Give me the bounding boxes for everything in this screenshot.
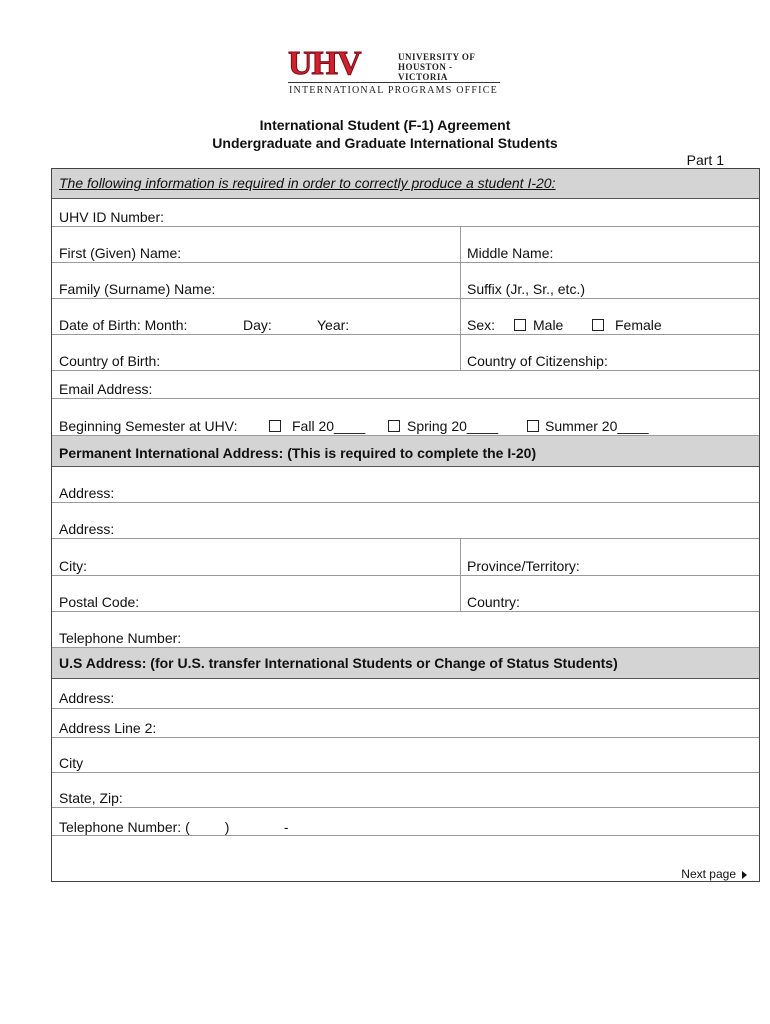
logo-university-line1: UNIVERSITY OF	[398, 52, 476, 62]
perm-country-label: Country:	[467, 594, 520, 610]
next-page-link[interactable]	[681, 867, 747, 881]
male-checkbox[interactable]	[514, 319, 526, 331]
female-label: Female	[615, 317, 662, 333]
logo-rule	[288, 82, 500, 83]
us-city-label: City	[59, 755, 84, 771]
us-city-row[interactable]	[52, 738, 759, 773]
perm-address1-row[interactable]	[52, 467, 759, 503]
perm-address2-label: Address:	[59, 521, 115, 537]
name-row	[52, 227, 759, 263]
logo-university-line2: HOUSTON - VICTORIA	[398, 62, 453, 82]
us-telephone-label: Telephone Number: ( ) -	[59, 819, 289, 835]
dob-year-label: Year:	[317, 317, 350, 333]
first-name-label: First (Given) Name:	[59, 245, 182, 261]
beginning-semester-label: Beginning Semester at UHV:	[59, 418, 238, 434]
intro-row	[52, 169, 759, 199]
country-citizenship-label: Country of Citizenship:	[467, 353, 608, 369]
perm-postal-row	[52, 576, 759, 612]
uhv-id-row[interactable]	[52, 199, 759, 227]
perm-telephone-label: Telephone Number:	[59, 630, 182, 646]
us-state-zip-label: State, Zip:	[59, 790, 123, 806]
middle-name-label: Middle Name:	[467, 245, 554, 261]
permanent-address-heading: Permanent International Address: (This is required to complete the I-20)	[59, 445, 537, 461]
us-address-label: Address:	[59, 690, 115, 706]
column-divider-top	[460, 227, 461, 371]
fall-checkbox[interactable]	[269, 420, 281, 432]
uhv-id-label: UHV ID Number:	[59, 209, 165, 225]
perm-province-label: Province/Territory:	[467, 558, 580, 574]
email-row[interactable]	[52, 371, 759, 399]
family-name-row	[52, 263, 759, 299]
us-address-heading: U.S Address: (for U.S. transfer International Students or Change of Status Students)	[59, 655, 618, 671]
family-name-label: Family (Surname) Name:	[59, 281, 216, 297]
email-label: Email Address:	[59, 381, 153, 397]
dob-month-label: Date of Birth: Month:	[59, 317, 188, 333]
summer-label: Summer 20____	[545, 418, 649, 434]
suffix-label: Suffix (Jr., Sr., etc.)	[467, 281, 585, 297]
perm-address2-row[interactable]	[52, 503, 759, 539]
sex-label: Sex:	[467, 317, 496, 333]
form-subtitle: Undergraduate and Graduate International Students	[212, 135, 558, 151]
perm-address1-label: Address:	[59, 485, 115, 501]
us-address2-row[interactable]	[52, 709, 759, 738]
male-label: Male	[533, 317, 564, 333]
permanent-address-heading-row	[52, 436, 759, 467]
us-telephone-row[interactable]	[52, 808, 759, 836]
perm-postal-label: Postal Code:	[59, 594, 140, 610]
logo-office-name: INTERNATIONAL PROGRAMS OFFICE	[289, 85, 498, 96]
perm-telephone-row[interactable]	[52, 612, 759, 648]
dob-sex-row	[52, 299, 759, 335]
perm-city-label: City:	[59, 558, 87, 574]
logo-university-name	[398, 52, 500, 82]
dob-day-label: Day:	[243, 317, 272, 333]
logo-wordmark: UHV	[288, 45, 361, 82]
form-title: International Student (F-1) Agreement	[259, 117, 511, 133]
us-state-zip-row[interactable]	[52, 773, 759, 808]
female-checkbox[interactable]	[592, 319, 604, 331]
country-birth-label: Country of Birth:	[59, 353, 161, 369]
part-label: Part 1	[686, 152, 724, 168]
application-form	[51, 168, 760, 882]
next-page-label: Next page	[681, 867, 736, 881]
column-divider-mid	[460, 539, 461, 612]
spring-checkbox[interactable]	[388, 420, 400, 432]
us-address-row[interactable]	[52, 679, 759, 709]
arrow-right-icon	[742, 871, 747, 879]
us-address2-label: Address Line 2:	[59, 720, 157, 736]
country-row	[52, 335, 759, 371]
spring-label: Spring 20____	[407, 418, 499, 434]
fall-label: Fall 20____	[292, 418, 366, 434]
summer-checkbox[interactable]	[527, 420, 539, 432]
us-address-heading-row	[52, 648, 759, 679]
intro-text: The following information is required in order to correctly produce a student I-20:	[59, 175, 556, 191]
footer-row	[52, 836, 759, 881]
uhv-logo	[288, 45, 500, 98]
perm-city-row	[52, 539, 759, 576]
semester-row	[52, 399, 759, 436]
